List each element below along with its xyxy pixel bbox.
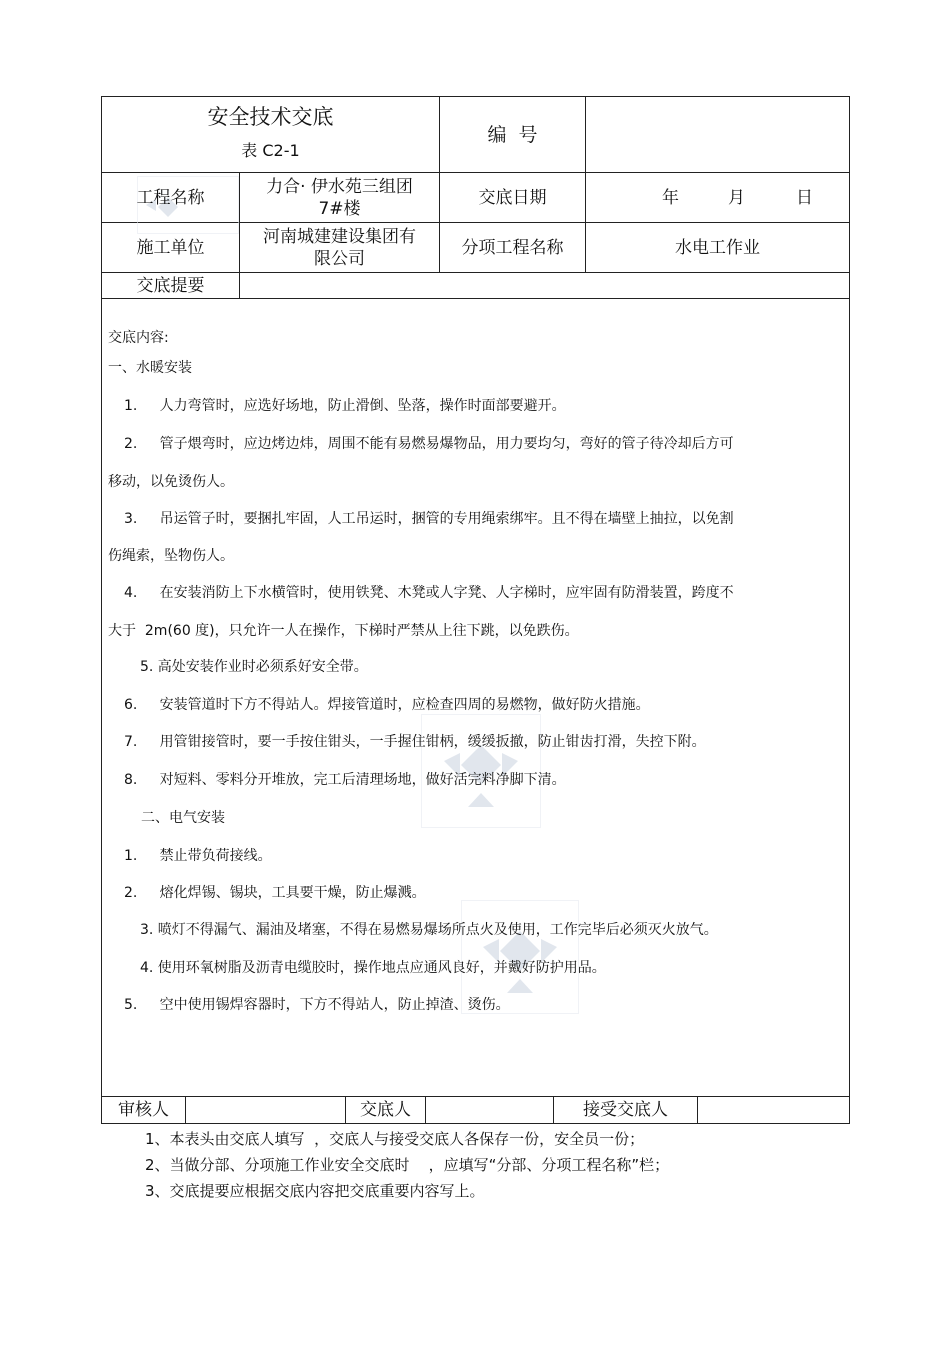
footnote: 2、当做分部、分项施工作业安全交底时 ，应填写“分部、分项工程名称”栏； [145,1156,670,1174]
unit-value[interactable] [240,223,439,272]
project-name-label: 工程名称 [136,187,205,208]
content-item-cont: 移动，以免烫伤人。 [108,474,234,490]
content-item: 1. 人力弯管时，应选好场地，防止滑倒、坠落，操作时面部要避开。 [124,398,566,414]
reviewer-label: 审核人 [118,1100,169,1120]
date-field[interactable] [586,173,849,222]
document-title: 安全技术交底 [207,104,334,129]
content-item: 4. 使用环氧树脂及沥青电缆胶时，操作地点应通风良好，并戴好防护用品。 [140,960,606,976]
date-year: 年 [662,187,679,208]
unit-line2: 限公司 [314,248,365,269]
content-item: 6. 安装管道时下方不得站人。焊接管道时，应检查四周的易燃物，做好防火措施。 [124,697,650,713]
unit-label: 施工单位 [136,237,205,258]
table-border-right [849,96,850,1124]
section-heading-electrical: 二、电气安装 [141,810,225,826]
subproject-label: 分项工程名称 [461,237,564,258]
form-number: 表 C2-1 [241,140,300,160]
project-name-line1: 力合· 伊水苑三组团 [266,176,413,197]
number-field[interactable] [586,97,849,172]
footnotes [145,1126,669,1204]
date-day: 日 [796,187,813,208]
project-name-line2: 7#楼 [318,198,361,219]
content-item: 5. 高处安装作业时必须系好安全带。 [140,659,368,675]
receiver-label: 接受交底人 [583,1100,668,1120]
discloser-field[interactable] [426,1097,553,1123]
table-rule [101,298,850,299]
content-heading: 交底内容: [108,330,169,346]
content-item: 2. 熔化焊锡、锡块，工具要干燥，防止爆溅。 [124,885,426,901]
content-item: 5. 空中使用锡焊容器时，下方不得站人，防止掉渣、烫伤。 [124,997,510,1013]
section-heading-plumbing: 一、水暖安装 [108,360,192,376]
header-title-cell [102,97,439,172]
content-item: 4. 在安装消防上下水横管时，使用铁凳、木凳或人字凳、人字梯时，应牢固有防滑装置，跨度不 [124,585,734,601]
content-item: 2. 管子煨弯时，应边烤边炜，周围不能有易燃易爆物品，用力要均匀，弯好的管子待冷却后方可 [124,436,734,452]
table-border-bottom [101,1123,850,1124]
summary-field[interactable] [240,273,849,298]
content-item: 7. 用管钳接管时，要一手按住钳头，一手握住钳柄，缓缓扳撤，防止钳齿打滑，失控下附。 [124,734,706,750]
content-item: 1. 禁止带负荷接线。 [124,848,272,864]
content-item: 8. 对短料、零料分开堆放，完工后清理场地，做好活完料净脚下清。 [124,772,566,788]
content-item: 3. 喷灯不得漏气、漏油及堵塞，不得在易燃易爆场所点火及使用，工作完毕后必须灭火放气。 [140,922,718,938]
date-label: 交底日期 [478,187,547,208]
discloser-label: 交底人 [360,1100,411,1120]
footnote: 3、交底提要应根据交底内容把交底重要内容写上。 [145,1182,485,1200]
reviewer-field[interactable] [186,1097,345,1123]
content-item: 3. 吊运管子时，要捆扎牢固，人工吊运时，捆管的专用绳索绑牢。且不得在墙壁上抽拉，以免割 [124,511,734,527]
unit-line1: 河南城建建设集团有 [263,226,416,247]
receiver-field[interactable] [698,1097,849,1123]
number-label: 编 号 [487,123,538,146]
summary-label: 交底提要 [136,275,205,296]
subproject-value[interactable]: 水电工作业 [675,237,760,258]
date-month: 月 [728,187,745,208]
content-item-cont: 大于 2m(60 度)，只允许一人在操作，下梯时严禁从上往下跳，以免跌伤。 [108,623,579,639]
content-item-cont: 伤绳索，坠物伤人。 [108,548,234,564]
footnote: 1、本表头由交底人填写 ，交底人与接受交底人各保存一份，安全员一份； [145,1130,645,1148]
project-name-value[interactable] [240,173,439,222]
